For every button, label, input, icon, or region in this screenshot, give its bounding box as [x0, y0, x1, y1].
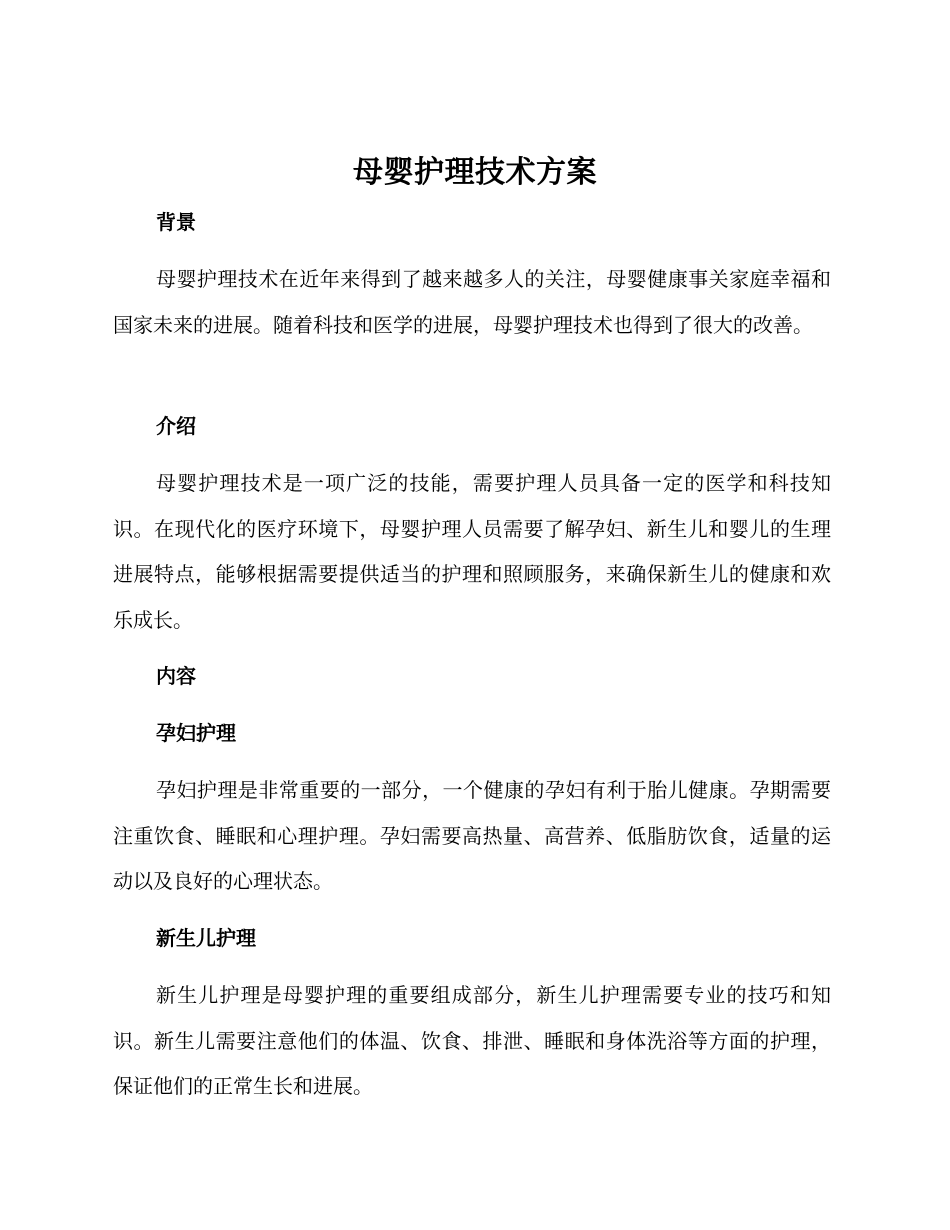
- section-heading-pregnancy-care: 孕妇护理: [156, 721, 236, 745]
- section-paragraph-introduction: 母婴护理技术是一项广泛的技能，需要护理人员具备一定的医学和科技知识。在现代化的医疗环境下，母婴护理人员需要了解孕妇、新生儿和婴儿的生理进展特点，能够根据需要提供适当的护理和照顾服务，来确保新生儿的健康和欢乐成长。: [113, 471, 831, 632]
- section-paragraph-background: 母婴护理技术在近年来得到了越来越多人的关注，母婴健康事关家庭幸福和国家未来的进展。随着科技和医学的进展，母婴护理技术也得到了很大的改善。: [113, 267, 831, 337]
- section-heading-newborn-care: 新生儿护理: [156, 926, 256, 950]
- section-paragraph-newborn-care: 新生儿护理是母婴护理的重要组成部分，新生儿护理需要专业的技巧和知识。新生儿需要注意他们的体温、饮食、排泄、睡眠和身体洗浴等方面的护理，保证他们的正常生长和进展。: [113, 983, 831, 1098]
- section-heading-content: 内容: [156, 664, 196, 688]
- document-title: 母婴护理技术方案: [353, 155, 597, 190]
- section-heading-introduction: 介绍: [156, 414, 196, 438]
- section-heading-background: 背景: [156, 210, 196, 234]
- section-paragraph-pregnancy-care: 孕妇护理是非常重要的一部分，一个健康的孕妇有利于胎儿健康。孕期需要注重饮食、睡眠和心理护理。孕妇需要高热量、高营养、低脂肪饮食，适量的运动以及良好的心理状态。: [113, 778, 831, 893]
